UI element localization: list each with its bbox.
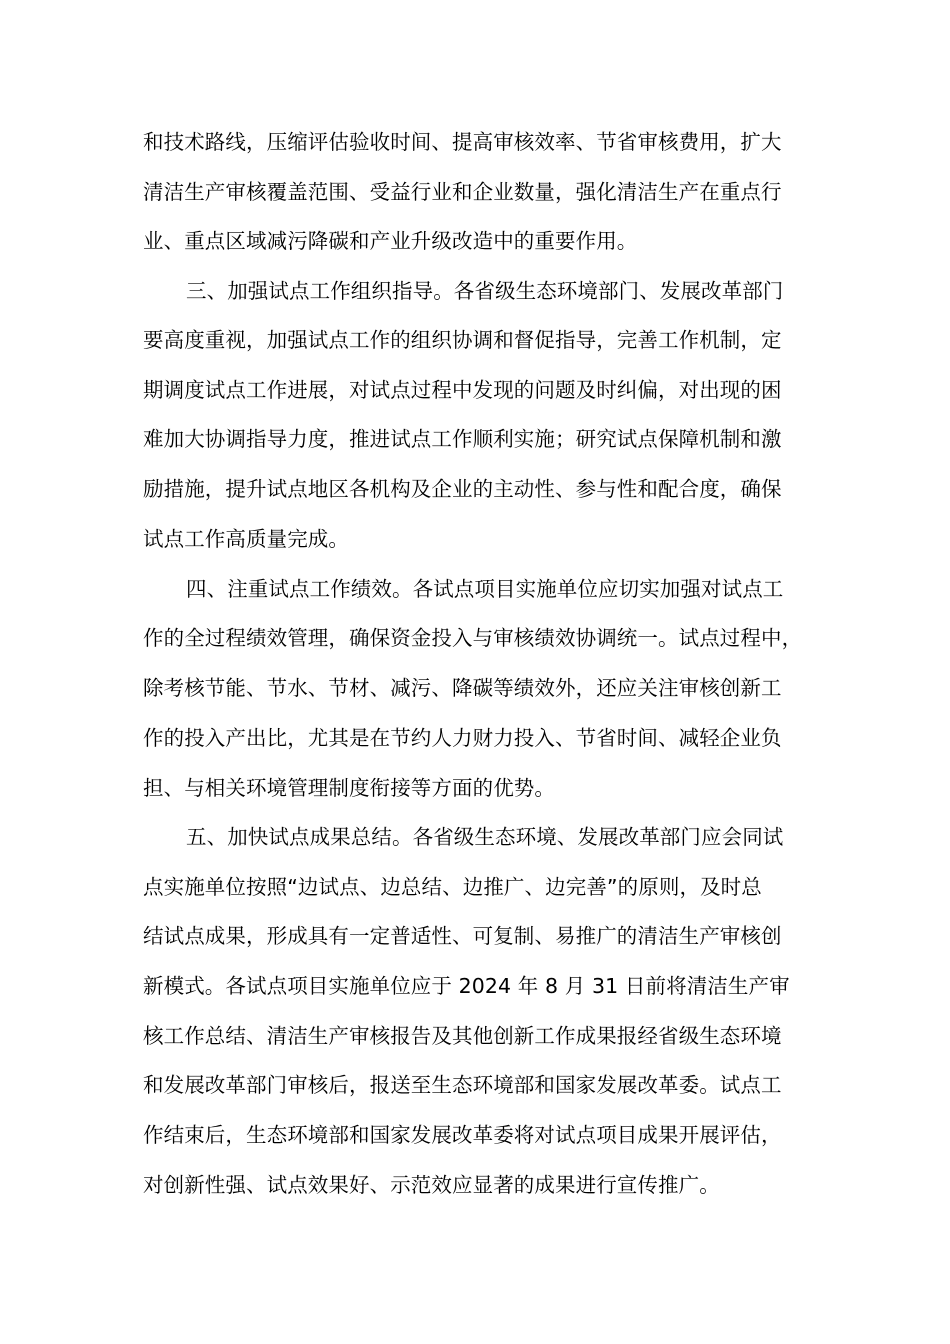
section-5-line-4: 新模式。各试点项目实施单位应于 2024 年 8 月 31 日前将清洁生产审 [143,974,790,998]
section-5-line-5: 核工作总结、清洁生产审核报告及其他创新工作成果报经省级生态环境 [143,1024,782,1048]
section-5-line-7: 作结束后，生态环境部和国家发展改革委将对试点项目成果开展评估， [143,1123,782,1147]
paragraph-2-line-3: 业、重点区域减污降碳和产业升级改造中的重要作用。 [143,229,638,253]
section-5-line-8: 对创新性强、试点效果好、示范效应显著的成果进行宣传推广。 [143,1173,720,1197]
section-3-line-3: 期调度试点工作进展，对试点过程中发现的问题及时纠偏，对出现的困 [143,378,782,402]
section-5-line-2: 点实施单位按照“边试点、边总结、边推广、边完善”的原则，及时总 [143,875,762,899]
section-3-heading-line: 三、加强试点工作组织指导。各省级生态环境部门、发展改革部门 [186,279,784,303]
section-3-line-5: 励措施，提升试点地区各机构及企业的主动性、参与性和配合度，确保 [143,477,782,501]
section-4-heading-line: 四、注重试点工作绩效。各试点项目实施单位应切实加强对试点工 [186,577,784,601]
section-4-line-5: 担、与相关环境管理制度衔接等方面的优势。 [143,776,555,800]
section-4-line-4: 作的投入产出比，尤其是在节约人力财力投入、节省时间、减轻企业负 [143,726,782,750]
section-3-line-6: 试点工作高质量完成。 [143,527,349,551]
paragraph-2-line-2: 清洁生产审核覆盖范围、受益行业和企业数量，强化清洁生产在重点行 [143,180,782,204]
section-3-line-2: 要高度重视，加强试点工作的组织协调和督促指导，完善工作机制，定 [143,328,782,352]
section-4-line-3: 除考核节能、节水、节材、减污、降碳等绩效外，还应关注审核创新工 [143,676,782,700]
paragraph-2-line-1: 和技术路线，压缩评估验收时间、提高审核效率、节省审核费用，扩大 [143,130,782,154]
section-4-line-2: 作的全过程绩效管理，确保资金投入与审核绩效协调统一。试点过程中， [143,626,803,650]
section-5-line-3: 结试点成果，形成具有一定普适性、可复制、易推广的清洁生产审核创 [143,924,782,948]
section-5-heading-line: 五、加快试点成果总结。各省级生态环境、发展改革部门应会同试 [186,825,784,849]
section-3-line-4: 难加大协调指导力度，推进试点工作顺利实施；研究试点保障机制和激 [143,427,782,451]
section-5-line-6: 和发展改革部门审核后，报送至生态环境部和国家发展改革委。试点工 [143,1073,782,1097]
